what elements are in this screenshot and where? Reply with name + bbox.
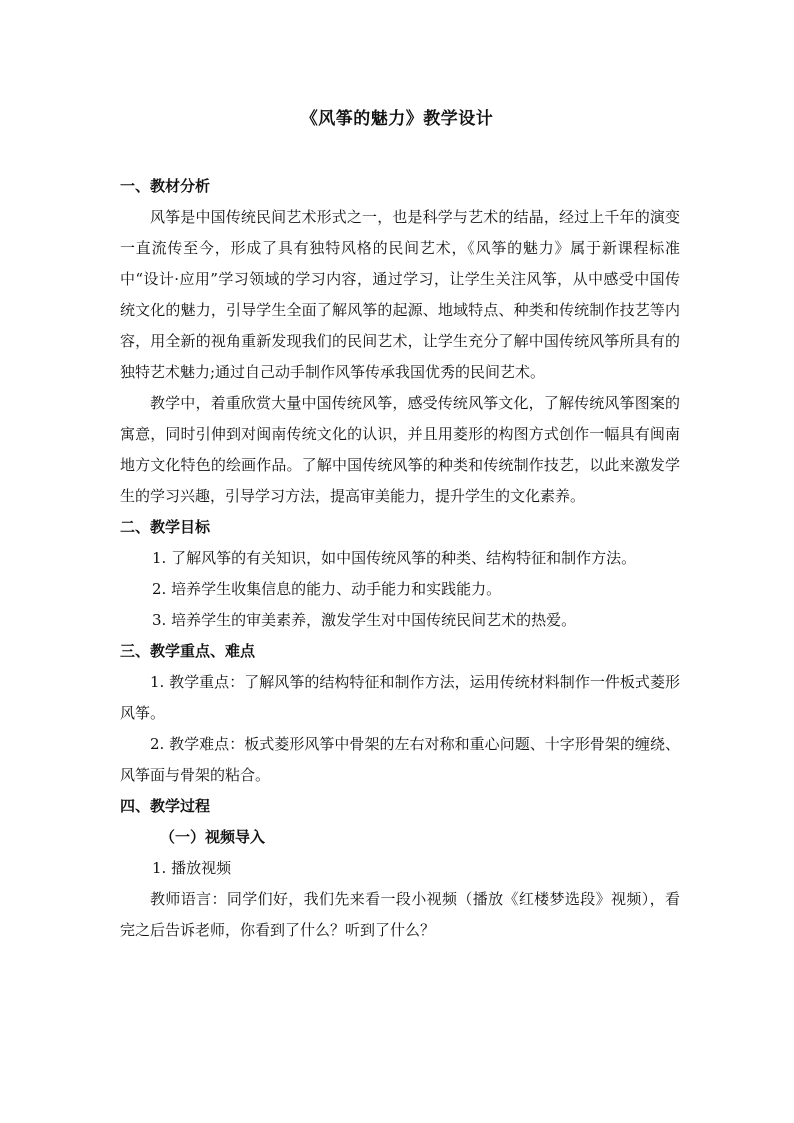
teacher-speech-paragraph: 教师语言：同学们好，我们先来看一段小视频（播放《红楼梦选段》视频），看完之后告诉老师，你看到了什么？听到了什么？: [120, 890, 680, 939]
section-heading-analysis: 一、教材分析: [120, 177, 211, 195]
objective-item-3: 3. 培养学生的审美素养，激发学生对中国传统民间艺术的热爱。: [152, 611, 577, 629]
difficulty-paragraph: 2. 教学难点：板式菱形风筝中骨架的左右对称和重心问题、十字形骨架的缠绕、风筝面与骨架的粘合。: [120, 735, 680, 784]
process-step-1: 1. 播放视频: [152, 859, 232, 877]
process-subheading-video: （一）视频导入: [160, 828, 266, 846]
analysis-paragraph-2: 教学中，着重欣赏大量中国传统风筝，感受传统风筝文化，了解传统风筝图案的寓意，同时引伸到对闽南传统文化的认识，并且用菱形的构图方式创作一幅具有闽南地方文化特色的绘画作品。了解中国传统风筝的种类和传统制作技艺，以此来激发学生的学习兴趣，引导学习方法，提高审美能力，提升学生的文化素养。: [120, 394, 680, 505]
analysis-paragraph-1: 风筝是中国传统民间艺术形式之一，也是科学与艺术的结晶，经过上千年的演变一直流传至今，形成了具有独特风格的民间艺术，《风筝的魅力》属于新课程标准中“设计·应用”学习领域的学习内容，通过学习，让学生关注风筝，从中感受中国传统文化的魅力，引导学生全面了解风筝的起源、地域特点、种类和传统制作技艺等内容，用全新的视角重新发现我们的民间艺术，让学生充分了解中国传统风筝所具有的独特艺术魅力;通过自己动手制作风筝传承我国优秀的民间艺术。: [120, 208, 680, 381]
document-title: 《风筝的魅力》教学设计: [300, 109, 494, 129]
document-body: [120, 171, 680, 946]
objective-item-1: 1. 了解风筝的有关知识，如中国传统风筝的种类、结构特征和制作方法。: [152, 549, 637, 567]
section-heading-objectives: 二、教学目标: [120, 518, 211, 536]
section-heading-process: 四、教学过程: [120, 797, 211, 815]
key-point-paragraph: 1. 教学重点：了解风筝的结构特征和制作方法，运用传统材料制作一件板式菱形风筝。: [120, 673, 680, 722]
objective-item-2: 2. 培养学生收集信息的能力、动手能力和实践能力。: [152, 580, 502, 598]
section-heading-key-points: 三、教学重点、难点: [120, 642, 256, 660]
